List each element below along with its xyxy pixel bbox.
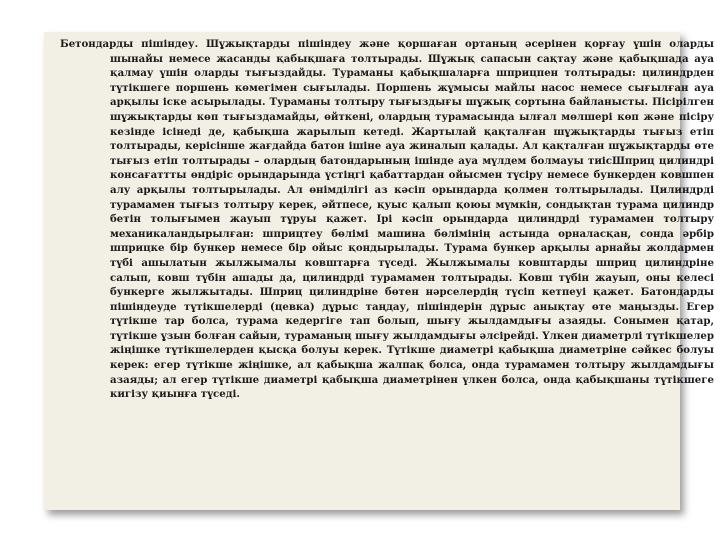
body-paragraph: Бетондарды пішіндеу. Шұжықтарды пішіндеу және қоршаған ортаның әсерінен қорғау үшін оларды шынайы немесе жасанды қабықшаға толтырады. Шұжық сапасын сақтау және қабықшада ауа қалмау үшін оларды тығыздайды. Тураманы қабықшаларға шприцпен толтырады: цилиндрден түтікшеге поршень көмегімен сығылады. Поршень жұмысы майлы насос немесе сығылған ауа арқылы іске асырылады. Тураманы толтыру тығыздығы шұжық сортына байланысты. Пісірілген шұжықтарды көп тығыздамайды, өйткені, олардың турамасында ылғал мөлшері көп және пісіру кезінде ісінеді де, қабықша жарылып кетеді. Жартылай қақталған шұжықтарды тығыз етіп толтырады, керісінше жағдайда батон ішіне ауа жиналып қалады. Ал қақталған шұжықтарды өте тығыз етіп толтырады – олардың батондарының ішінде ауа мүлдем болмауы тиісШприц цилиндрі консағаттты өндіріс орындарында үстіңгі қабаттардан ойысмен түсіру немесе бункерден ковшпен алу арқылы толтырылады. Ал өнімділігі аз кәсіп орындарда қолмен толтырылады. Цилиндрді турамамен тығыз толтыру керек, әйтпесе, қуыс қалып қоюы мүмкін, сондықтан турама цилиндр бетін толығымен жауып тұруы қажет. Ірі кәсіп орындарда цилиндрді турамамен толтыру механикаландырылған: шприцтеу бөлімі машина бөлімінің астында орналасқан, сонда әрбір шприцке бір бункер немесе бір ойыс қондырылады. Турама бункер арқылы арнайы жолдармен түбі ашылатын жылжымалы ковштарға түседі. Жылжымалы ковштарды шприц цилиндріне салып, ковш түбін ашады да, цилиндрді турамамен толтырады. Ковш түбін жауып, оны келесі бункерге жылжытады. Шприц цилиндріне бөтен нәрселердің түсіп кетпеуі қажет. Батондарды пішіндеуде түтікшелерді (цевка) дұрыс таңдау, пішіндерін дұрыс анықтау өте маңызды. Егер түтікше тар болса, турама кедергіге тап болып, шығу жылдамдығы азаяды. Сонымен қатар, түтікше ұзын болған сайын, тураманың шығу жылдамдығы әлсірейді. Үлкен диаметрлі түтікшелер жіңішке түтікшелерден қысқа болуы керек. Түтікше диаметрі қабықша диаметріне сәйкес болуы керек: егер түтікше жіңішке, ал қабықша жалпақ болса, онда турамамен толтыру жылдамдығы азаяды; ал егер түтікше диаметрі қабықша диаметрінен үлкен болса, онда қабықшаны түтікшеге кигізу қиынға түседі. bbox=[60, 38, 714, 401]
